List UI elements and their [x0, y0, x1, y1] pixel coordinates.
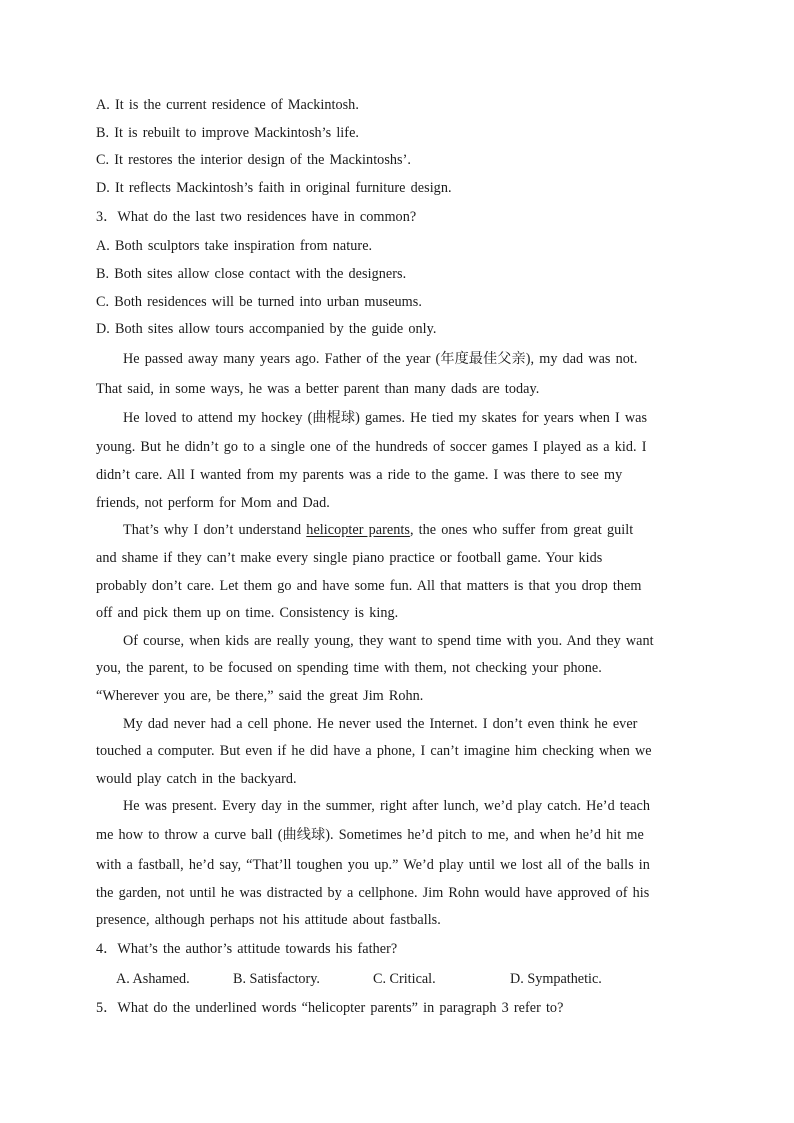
- passage-p3-text-after: , the ones who suffer from great guilt: [409, 522, 634, 538]
- passage-p3-line: off and pick them up on time. Consistency is king.: [96, 605, 399, 621]
- passage-p5-line: My dad never had a cell phone. He never used the Internet. I don’t even think he ever: [123, 716, 638, 732]
- passage-p6-line: presence, although perhaps not his attitude about fastballs.: [96, 912, 441, 928]
- q3-option-c: C. Both residences will be turned into urban museums.: [96, 294, 422, 310]
- passage-p4-line: you, the parent, to be focused on spending time with them, not checking your phone.: [96, 660, 602, 676]
- underlined-helicopter-parents: helicopter parents: [306, 522, 410, 538]
- q2-option-c: C. It restores the interior design of the Mackintoshs’.: [96, 152, 411, 168]
- q4-question: 4．What’s the author’s attitude towards his father?: [96, 941, 398, 957]
- q2-option-b: B. It is rebuilt to improve Mackintosh’s life.: [96, 125, 360, 141]
- passage-p6-line: the garden, not until he was distracted by a cellphone. Jim Rohn would have approved of his: [96, 885, 650, 901]
- passage-p3-line: probably don’t care. Let them go and have some fun. All that matters is that you drop them: [96, 578, 642, 594]
- passage-p6-line: He was present. Every day in the summer, right after lunch, we’d play catch. He’d teach: [123, 798, 650, 814]
- q2-option-d: D. It reflects Mackintosh’s faith in original furniture design.: [96, 180, 452, 196]
- q4-option-d: D. Sympathetic.: [510, 971, 602, 987]
- passage-p3-line: and shame if they can’t make every single piano practice or football game. Your kids: [96, 550, 603, 566]
- passage-p3-line: [123, 521, 696, 539]
- q2-option-a: A. It is the current residence of Mackintosh.: [96, 97, 359, 113]
- passage-p2-line: friends, not perform for Mom and Dad.: [96, 495, 330, 511]
- passage-p6-line: me how to throw a curve ball (曲线球). Sometimes he’d pitch to me, and when he’d hit me: [96, 827, 644, 843]
- q3-option-b: B. Both sites allow close contact with the designers.: [96, 266, 407, 282]
- passage-p6-line: with a fastball, he’d say, “That’ll toughen you up.” We’d play until we lost all of the balls in: [96, 857, 650, 873]
- passage-p3-text-before: That’s why I don’t understand: [123, 522, 307, 538]
- passage-p2-line: didn’t care. All I wanted from my parents was a ride to the game. I was there to see my: [96, 467, 623, 483]
- q3-option-d: D. Both sites allow tours accompanied by the guide only.: [96, 321, 437, 337]
- passage-p5-line: would play catch in the backyard.: [96, 771, 297, 787]
- passage-p2-line: He loved to attend my hockey (曲棍球) games. He tied my skates for years when I was: [123, 410, 648, 426]
- q4-option-b: B. Satisfactory.: [233, 971, 320, 987]
- q3-question: 3．What do the last two residences have in common?: [96, 209, 417, 225]
- passage-p1-line: He passed away many years ago. Father of the year (年度最佳父亲), my dad was not.: [123, 351, 638, 367]
- q5-question: 5．What do the underlined words “helicopter parents” in paragraph 3 refer to?: [96, 1000, 564, 1016]
- q4-option-c: C. Critical.: [373, 971, 436, 987]
- passage-p4-line: “Wherever you are, be there,” said the great Jim Rohn.: [96, 688, 424, 704]
- passage-p1-line: That said, in some ways, he was a better parent than many dads are today.: [96, 381, 540, 397]
- q3-option-a: A. Both sculptors take inspiration from nature.: [96, 238, 373, 254]
- q4-option-a: A. Ashamed.: [116, 971, 190, 987]
- passage-p4-line: Of course, when kids are really young, they want to spend time with you. And they want: [123, 633, 654, 649]
- passage-p2-line: young. But he didn’t go to a single one of the hundreds of soccer games I played as a kid. I: [96, 439, 647, 455]
- passage-p5-line: touched a computer. But even if he did have a phone, I can’t imagine him checking when we: [96, 743, 652, 759]
